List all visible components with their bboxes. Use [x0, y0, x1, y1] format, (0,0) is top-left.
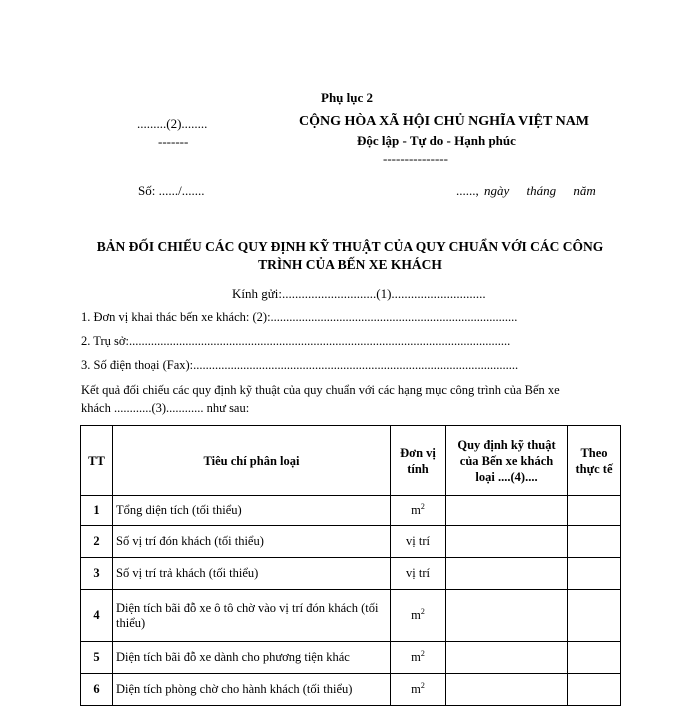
date-year: năm — [573, 183, 596, 198]
row-number: 3 — [81, 558, 113, 590]
date-line — [456, 183, 596, 199]
field-operator: 1. Đơn vị khai thác bến xe khách: (2):............................................................................... — [81, 310, 518, 324]
table-row — [81, 526, 621, 558]
table-row — [81, 496, 621, 526]
row-unit — [391, 496, 446, 526]
comparison-table — [80, 425, 621, 706]
row-regulation-cell — [446, 590, 568, 642]
row-number: 4 — [81, 590, 113, 642]
row-criteria: Diện tích bãi đỗ xe dành cho phương tiện khác — [113, 642, 391, 674]
unit-base: m — [411, 650, 421, 664]
row-actual-cell — [568, 496, 621, 526]
row-regulation-cell — [446, 526, 568, 558]
row-criteria: Tổng diện tích (tối thiểu) — [113, 496, 391, 526]
col-header-actual: Theo thực tế — [568, 426, 621, 496]
row-actual-cell — [568, 526, 621, 558]
field-phone: 3. Số điện thoại (Fax):........................................................................................................ — [81, 358, 519, 372]
country-name: CỘNG HÒA XÃ HỘI CHỦ NGHĨA VIỆT NAM — [299, 114, 590, 129]
date-month: tháng — [526, 183, 557, 198]
row-actual-cell — [568, 590, 621, 642]
intro-line-1: Kết quả đối chiếu các quy định kỹ thuật của quy chuẩn với các hạng mục công trình của Bến xe — [81, 383, 560, 397]
org-code: .........(2)........ — [137, 116, 208, 131]
document-number: Số: ....../....... — [138, 183, 205, 198]
row-number: 1 — [81, 496, 113, 526]
unit-sup: 2 — [420, 680, 425, 690]
unit-sup: 2 — [420, 648, 425, 658]
table-row — [81, 642, 621, 674]
col-header-unit: Đơn vị tính — [391, 426, 446, 496]
table-row — [81, 674, 621, 706]
row-unit — [391, 590, 446, 642]
row-unit — [391, 558, 446, 590]
motto: Độc lập - Tự do - Hạnh phúc — [357, 133, 516, 148]
row-criteria: Số vị trí đón khách (tối thiểu) — [113, 526, 391, 558]
row-actual-cell — [568, 558, 621, 590]
row-unit — [391, 526, 446, 558]
row-regulation-cell — [446, 674, 568, 706]
row-actual-cell — [568, 642, 621, 674]
row-regulation-cell — [446, 496, 568, 526]
unit-base: m — [411, 608, 421, 622]
appendix-label: Phụ lục 2 — [321, 90, 374, 105]
row-unit — [391, 674, 446, 706]
row-number: 6 — [81, 674, 113, 706]
unit-base: m — [411, 503, 421, 517]
org-divider: ------- — [158, 134, 189, 149]
unit-base: vị trí — [406, 534, 430, 548]
col-header-tt: TT — [81, 426, 113, 496]
table-header-row — [81, 426, 621, 496]
row-number: 5 — [81, 642, 113, 674]
intro-line-2: khách ............(3)............ như sau: — [81, 401, 250, 415]
unit-base: m — [411, 682, 421, 696]
date-day: ngày — [484, 183, 510, 198]
motto-divider: --------------- — [383, 151, 448, 166]
row-criteria: Số vị trí trả khách (tối thiểu) — [113, 558, 391, 590]
row-criteria: Diện tích phòng chờ cho hành khách (tối thiểu) — [113, 674, 391, 706]
col-header-regulation: Quy định kỹ thuật của Bến xe khách loại ....(4).... — [446, 426, 568, 496]
unit-base: vị trí — [406, 566, 430, 580]
table-row — [81, 558, 621, 590]
row-actual-cell — [568, 674, 621, 706]
unit-sup: 2 — [420, 606, 425, 616]
table-row — [81, 590, 621, 642]
document-title: BẢN ĐỐI CHIẾU CÁC QUY ĐỊNH KỸ THUẬT CỦA QUY CHUẨN VỚI CÁC CÔNG TRÌNH CỦA BẾN XE KHÁCH — [96, 239, 604, 272]
row-regulation-cell — [446, 558, 568, 590]
row-unit — [391, 642, 446, 674]
field-address: 2. Trụ sở:.......................................................................................................................... — [81, 334, 511, 348]
row-criteria: Diện tích bãi đỗ xe ô tô chờ vào vị trí đón khách (tối thiểu) — [113, 590, 391, 642]
row-number: 2 — [81, 526, 113, 558]
unit-sup: 2 — [420, 501, 425, 511]
row-regulation-cell — [446, 642, 568, 674]
salutation: Kính gửi:.............................(1)............................. — [232, 286, 486, 301]
date-place: ......, — [456, 183, 479, 198]
col-header-criteria: Tiêu chí phân loại — [113, 426, 391, 496]
